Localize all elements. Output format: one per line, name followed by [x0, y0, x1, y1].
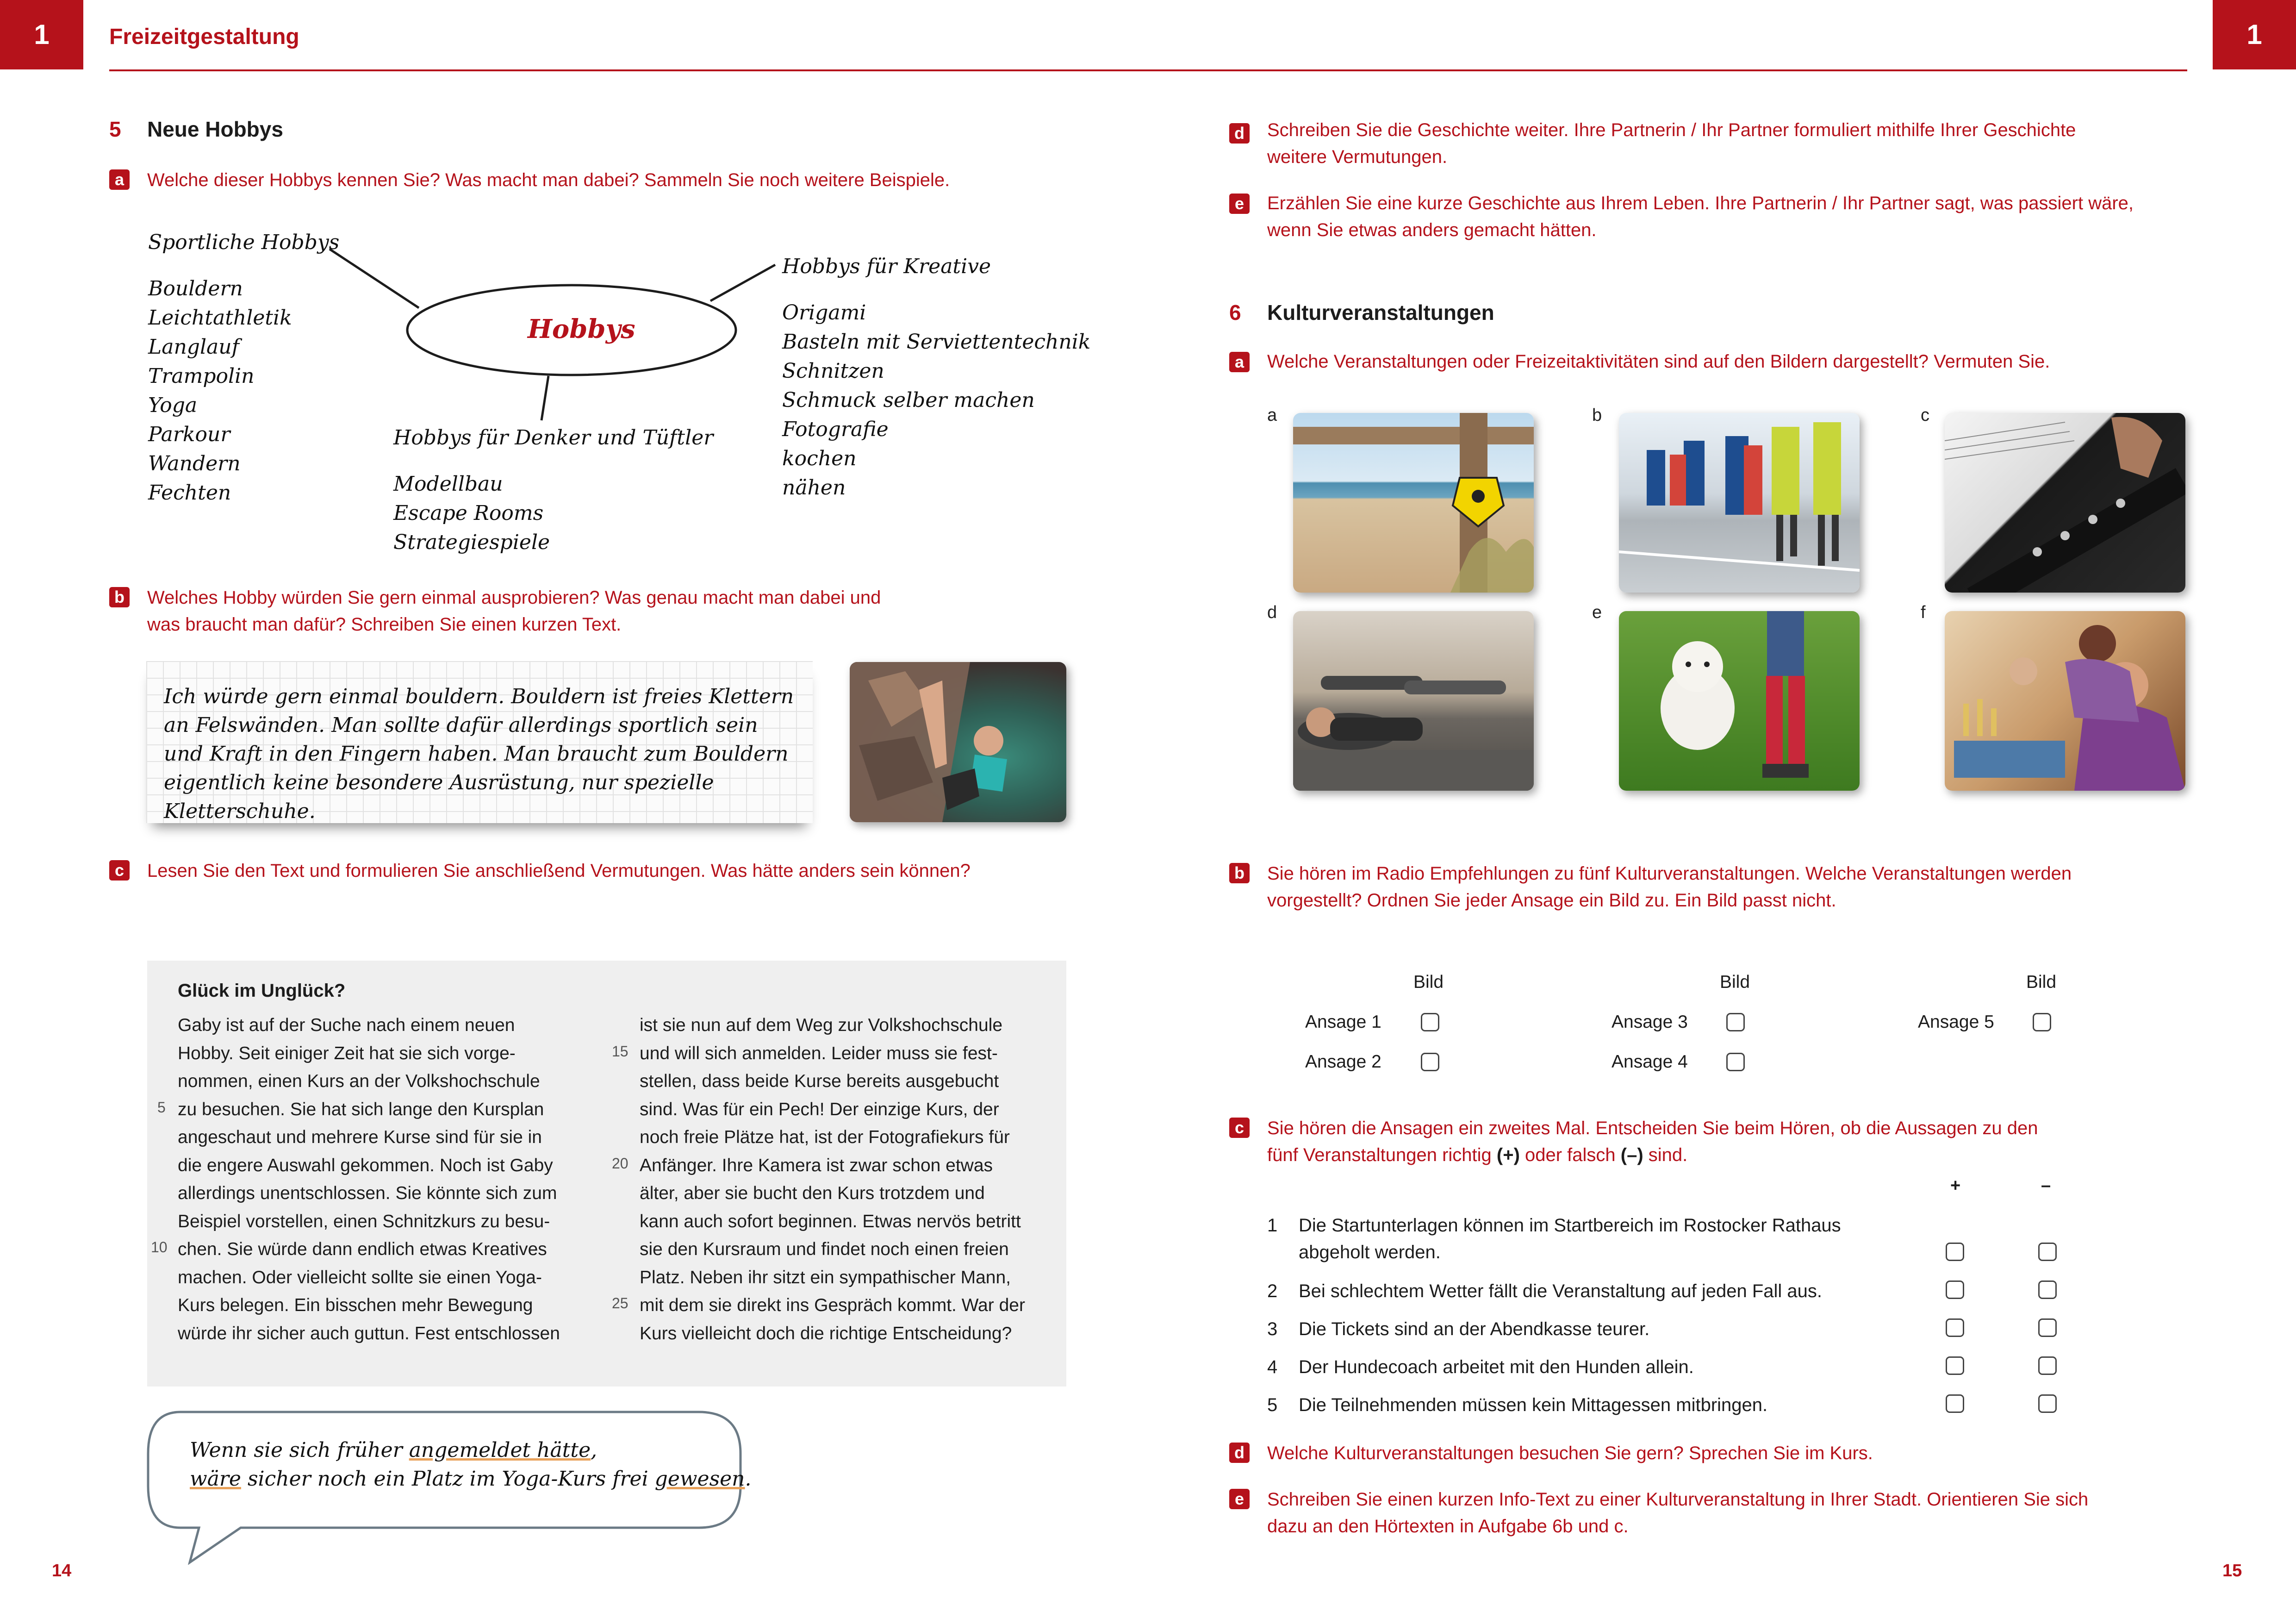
photo-label-f: f: [1921, 603, 1926, 622]
chapter-title: Freizeitgestaltung: [109, 25, 299, 49]
photo-f: [1945, 611, 2185, 791]
list-item: Trampolin: [148, 364, 255, 388]
list-item: Modellbau: [393, 472, 503, 496]
photo-label-b: b: [1592, 406, 1602, 425]
photo-label-e: e: [1592, 603, 1602, 622]
list-item: Bouldern: [148, 277, 243, 300]
ansage-4-checkbox[interactable]: [1726, 1053, 1745, 1071]
list-item: Escape Rooms: [393, 501, 544, 525]
photo-label-d: d: [1267, 603, 1277, 622]
line-number: 20: [612, 1155, 628, 1172]
line-number: 5: [157, 1099, 166, 1116]
task-6d-text: Welche Kulturveranstaltungen besuchen Sie gern? Sprechen Sie im Kurs.: [1267, 1443, 1873, 1463]
page-number-left: 14: [52, 1561, 72, 1580]
highlight-verb: wäre: [190, 1467, 241, 1491]
story-column-right: ist sie nun auf dem Weg zur Volkshochschule und will sich anmelden. Leider muss sie fest- stellen, dass beide Kurse bereits ausgebucht sind. Was für ein Pech! Der einzige Kurs, der noch freie Plätze hat, ist der Fotografiekurs für Anfänger. Ihre Kamera ist zwar schon etwas älter, aber sie bucht den Kurs trotzdem und kann auch sofort beginnen. Etwas nervös betritt sie den Kursraum und findet noch einen freien Platz. Neben ihr sitzt ein sympathischer Mann, mit dem sie direkt ins Gespräch kommt. War der Kurs vielleicht doch die richtige Entscheidung?: [640, 1015, 1025, 1343]
statement-4-minus-checkbox[interactable]: [2038, 1356, 2057, 1375]
task-6c-text: Sie hören die Ansagen ein zweites Mal. Entscheiden Sie beim Hören, ob die Aussagen zu den fünf Veranstaltungen richtig (+) oder falsch (–) sind.: [1267, 1118, 2038, 1165]
statement-3-plus-checkbox[interactable]: [1946, 1318, 1964, 1337]
task-5b-text: Welches Hobby würden Sie gern einmal ausprobieren? Was genau macht man dabei und was braucht man dafür? Schreiben Sie einen kurzen Text.: [147, 587, 881, 635]
mindmap-sport-list: [148, 274, 292, 507]
list-item: Parkour: [148, 423, 230, 446]
list-item: kochen: [782, 447, 857, 470]
photo-e: [1619, 611, 1860, 791]
task-6d-badge: d: [1229, 1443, 1250, 1463]
note-card: [146, 661, 813, 823]
statement-3-minus-checkbox[interactable]: [2038, 1318, 2057, 1337]
bild-header-3: Bild: [2026, 972, 2057, 992]
list-item: Langlauf: [148, 335, 239, 359]
list-item: Strategiespiele: [393, 531, 550, 554]
section6-title: Kulturveranstaltungen: [1267, 300, 1494, 325]
ansage-3-checkbox[interactable]: [1726, 1013, 1745, 1031]
line-number: 25: [612, 1295, 628, 1312]
task-5c-text: Lesen Sie den Text und formulieren Sie anschließend Vermutungen. Was hätte anders sein können?: [147, 861, 971, 881]
task-6a-text: Welche Veranstaltungen oder Freizeitaktivitäten sind auf den Bildern dargestellt? Vermuten Sie.: [1267, 351, 2050, 372]
list-item: Leichtathletik: [148, 306, 292, 330]
section5-title: Neue Hobbys: [147, 117, 283, 141]
statement-2-text: Bei schlechtem Wetter fällt die Veranstaltung auf jeden Fall aus.: [1299, 1281, 1822, 1301]
photo-label-a: a: [1267, 406, 1277, 425]
statement-2-minus-checkbox[interactable]: [2038, 1280, 2057, 1299]
statement-4-plus-checkbox[interactable]: [1946, 1356, 1964, 1375]
statement-1-plus-checkbox[interactable]: [1946, 1243, 1964, 1261]
statement-1-text: Die Startunterlagen können im Startbereich im Rostocker Rathaus abgeholt werden.: [1299, 1215, 1841, 1262]
ansage-3-label: Ansage 3: [1612, 1012, 1688, 1032]
ansage-1-label: Ansage 1: [1305, 1012, 1381, 1032]
photo-d: [1293, 611, 1534, 791]
list-item: Fotografie: [782, 418, 889, 441]
statement-2-plus-checkbox[interactable]: [1946, 1280, 1964, 1299]
list-item: Yoga: [148, 394, 198, 417]
ansage-2-label: Ansage 2: [1305, 1052, 1381, 1072]
task-6b-text: Sie hören im Radio Empfehlungen zu fünf Kulturveranstaltungen. Welche Veranstaltungen werden vorgestellt? Ordnen Sie jeder Ansage ein Bild zu. Ein Bild passt nicht.: [1267, 863, 2072, 911]
task-6a-badge: a: [1229, 352, 1250, 372]
list-item: Fechten: [148, 481, 231, 505]
mindmap-denker-list: [393, 469, 550, 557]
chapter-tab-right: 1: [2213, 0, 2296, 69]
statement-4-number: 4: [1267, 1357, 1278, 1377]
statement-4-text: Der Hundecoach arbeitet mit den Hunden allein.: [1299, 1357, 1694, 1377]
statement-3-text: Die Tickets sind an der Abendkasse teurer.: [1299, 1319, 1650, 1339]
list-item: nähen: [782, 476, 846, 500]
photo-c: [1945, 413, 2185, 593]
mindmap-kreativ-list: [782, 298, 1090, 502]
ansage-2-checkbox[interactable]: [1421, 1053, 1439, 1071]
line-number: 10: [151, 1239, 168, 1255]
page-number-right: 15: [2222, 1561, 2242, 1580]
line-number: 15: [612, 1043, 628, 1060]
statement-1-minus-checkbox[interactable]: [2038, 1243, 2057, 1261]
climbing-photo: [850, 662, 1066, 822]
mindmap-denker-title: Hobbys für Denker und Tüftler: [393, 426, 714, 450]
statement-5-minus-checkbox[interactable]: [2038, 1394, 2057, 1413]
task-5e-text: Erzählen Sie eine kurze Geschichte aus Ihrem Leben. Ihre Partnerin / Ihr Partner sagt, was passiert wäre, wenn Sie etwas anders gemacht hätten.: [1267, 193, 2134, 240]
task-6e-badge: e: [1229, 1489, 1250, 1509]
task-6c-badge: c: [1229, 1118, 1250, 1138]
bild-header-1: Bild: [1413, 972, 1444, 992]
mindmap-sport-title: Sportliche Hobbys: [148, 231, 340, 254]
task-5d-badge: d: [1229, 123, 1250, 144]
task-5e-badge: e: [1229, 194, 1250, 214]
task-5c-badge: c: [109, 860, 130, 881]
section5-number: 5: [109, 117, 121, 141]
story-title: Glück im Unglück?: [178, 981, 346, 1001]
section6-number: 6: [1229, 300, 1241, 325]
bubble-text: Wenn sie sich früher angemeldet hätte, wäre sicher noch ein Platz im Yoga-Kurs frei gewesen.: [190, 1438, 752, 1491]
task-5b-badge: b: [109, 587, 130, 607]
highlight-verb: gewesen: [654, 1467, 745, 1491]
ansage-5-checkbox[interactable]: [2033, 1013, 2051, 1031]
note-text: Ich würde gern einmal bouldern. Bouldern ist freies Klettern an Felswänden. Man sollte dafür allerdings sportlich sein und Kraft in den Fingern haben. Man braucht zum Bouldern eigentlich keine besondere Ausrüstung, nur spezielle Kletterschuhe.: [164, 685, 794, 823]
photo-label-c: c: [1921, 406, 1929, 425]
list-item: Schnitzen: [782, 359, 884, 383]
task-5a-text: Welche dieser Hobbys kennen Sie? Was macht man dabei? Sammeln Sie noch weitere Beispiele.: [147, 170, 950, 190]
ansage-1-checkbox[interactable]: [1421, 1013, 1439, 1031]
task-6b-badge: b: [1229, 863, 1250, 883]
chapter-tab-left: 1: [0, 0, 83, 69]
list-item: Basteln mit Serviettentechnik: [782, 330, 1091, 354]
list-item: Wandern: [148, 452, 241, 475]
column-plus: +: [1950, 1176, 1961, 1195]
task-6e-text: Schreiben Sie einen kurzen Info-Text zu einer Kulturveranstaltung in Ihrer Stadt. Orientieren Sie sich dazu an den Hörtexten in Aufgabe 6b und c.: [1267, 1489, 2089, 1537]
statement-5-number: 5: [1267, 1395, 1278, 1415]
ansage-5-label: Ansage 5: [1918, 1012, 1994, 1032]
ansage-4-label: Ansage 4: [1612, 1052, 1688, 1072]
task-5d-text: Schreiben Sie die Geschichte weiter. Ihre Partnerin / Ihr Partner formuliert mithilfe Ihrer Geschichte weitere Vermutungen.: [1267, 120, 2076, 167]
list-item: Schmuck selber machen: [782, 388, 1035, 412]
bild-header-2: Bild: [1720, 972, 1750, 992]
statement-2-number: 2: [1267, 1281, 1278, 1301]
column-minus: –: [2041, 1176, 2051, 1195]
task-5a-badge: a: [109, 169, 130, 190]
highlight-verb: angemeldet hätte: [409, 1438, 591, 1462]
mindmap-kreativ-title: Hobbys für Kreative: [782, 255, 991, 278]
statement-1-number: 1: [1267, 1215, 1278, 1236]
statement-5-text: Die Teilnehmenden müssen kein Mittagessen mitbringen.: [1299, 1395, 1768, 1415]
statement-3-number: 3: [1267, 1319, 1278, 1339]
photo-a: [1293, 413, 1534, 593]
statement-5-plus-checkbox[interactable]: [1946, 1394, 1964, 1413]
story-column-left: Gaby ist auf der Suche nach einem neuen Hobby. Seit einiger Zeit hat sie sich vorge- nommen, einen Kurs an der Volkshochschule zu besuchen. Sie hat sich lange den Kursplan angeschaut und mehrere Kurse sind für sie in die engere Auswahl gekommen. Noch ist Gaby allerdings unentschlossen. Sie könnte sich zum Beispiel vorstellen, einen Schnitzkurs zu besu- chen. Sie würde dann endlich etwas Kreatives machen. Oder vielleicht sollte sie einen Yoga- Kurs belegen. Ein bisschen mehr Bewegung würde ihr sicher auch guttun. Fest entschlossen: [178, 1015, 560, 1343]
photo-b: [1619, 413, 1860, 593]
list-item: Origami: [782, 301, 866, 325]
mindmap-center: Hobbys: [528, 314, 635, 344]
